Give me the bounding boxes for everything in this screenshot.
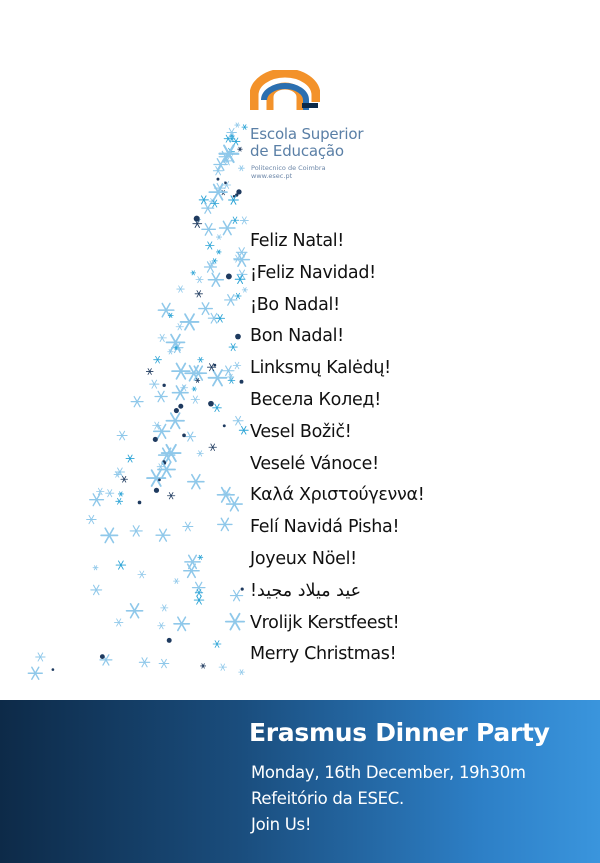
- organization-website: www.esec.pt: [251, 172, 293, 180]
- greeting-item: Vesel Božič!: [250, 421, 352, 442]
- event-banner: [0, 700, 600, 863]
- greeting-item: Bon Nadal!: [250, 326, 344, 347]
- event-title: Erasmus Dinner Party: [249, 718, 550, 747]
- greeting-item: Linksmų Kalėdų!: [250, 358, 391, 379]
- greeting-item: Joyeux Nöel!: [250, 548, 357, 569]
- organization-subtitle: [251, 164, 326, 180]
- greeting-item: Καλά Χριστούγεννα!: [250, 485, 425, 506]
- greeting-item: Feliz Natal!: [250, 231, 345, 251]
- greeting-item: ¡Bo Nadal!: [250, 294, 340, 315]
- event-details: [251, 760, 526, 838]
- greeting-item: Весела Колед!: [250, 389, 381, 410]
- organization-name-line2: de Educação: [250, 142, 344, 160]
- organization-name: [250, 126, 363, 160]
- organization-name-line1: Escola Superior: [250, 125, 364, 143]
- greeting-item: Felí Navidá Pisha!: [250, 517, 400, 538]
- greeting-item: عيد ميلاد مجيد!: [250, 580, 362, 601]
- greeting-item: ¡Feliz Navidad!: [250, 262, 376, 283]
- event-date-time: Monday, 16th December, 19h30m: [251, 763, 526, 782]
- greeting-item: Veselé Vánoce!: [250, 453, 379, 474]
- event-call-to-action: Join Us!: [251, 815, 312, 834]
- greetings-list: [250, 226, 424, 671]
- greeting-item: Vrolijk Kerstfeest!: [250, 612, 400, 633]
- arch-logo-icon: [250, 70, 410, 115]
- event-venue: Refeitório da ESEC.: [251, 789, 404, 808]
- greeting-item: Merry Christmas!: [250, 644, 397, 665]
- organization-affiliation: Politecnico de Coimbra: [251, 164, 326, 172]
